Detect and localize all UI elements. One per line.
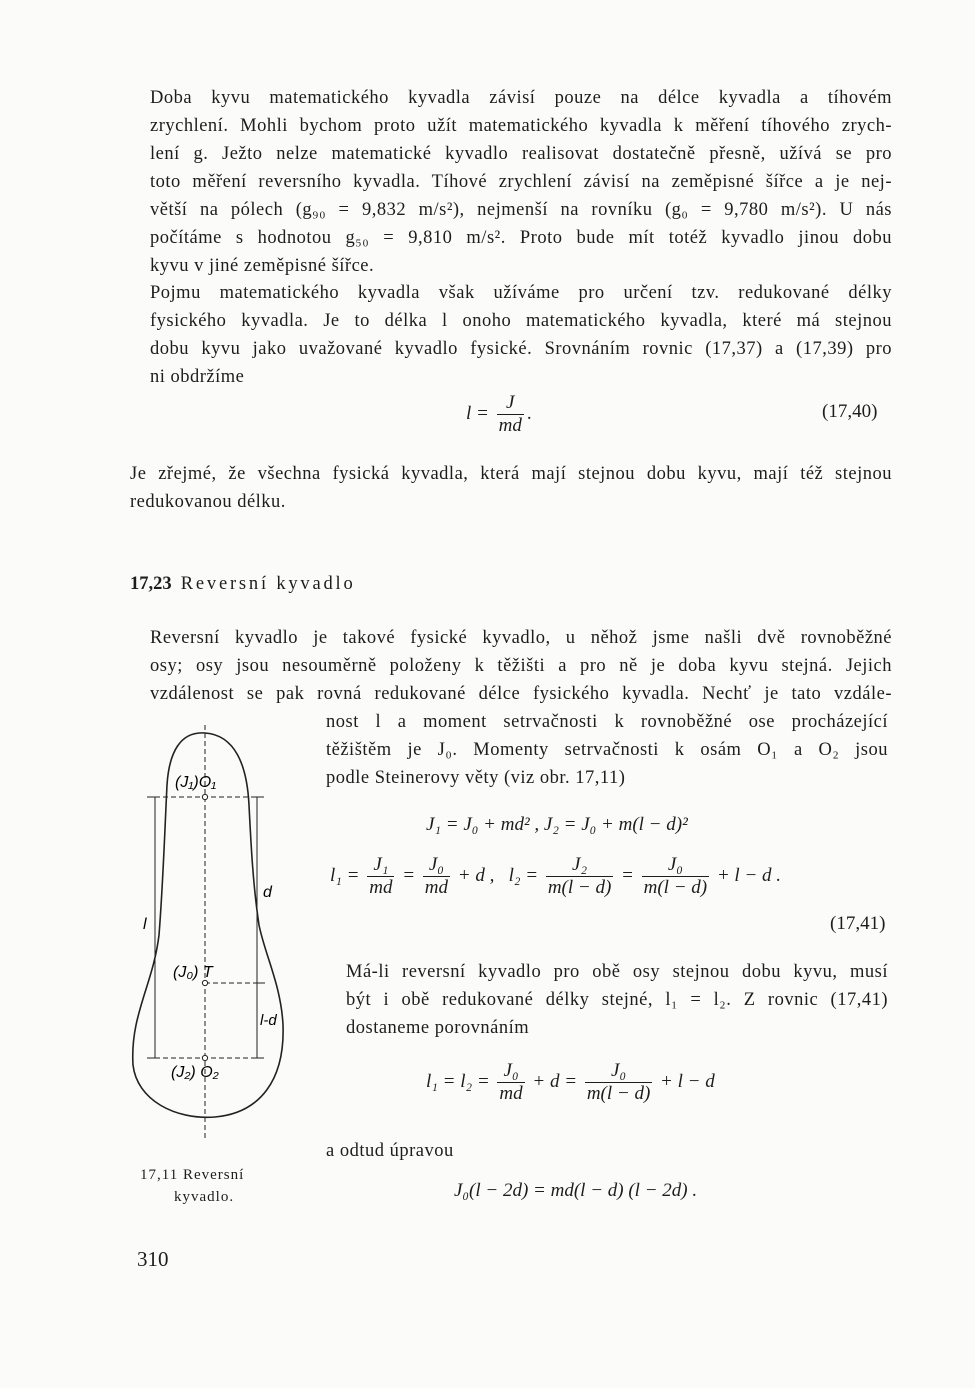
label-j0-t: (J₀) T xyxy=(173,964,213,981)
text-line: lení g. Ježto nelze matematické kyvadlo realisovat dostatečně přesně, užívá se pro xyxy=(150,144,892,164)
text-line: osy; osy jsou nesouměrně položeny k těžišti a pro ně je doba kyvu stejná. Jejich xyxy=(150,656,892,676)
figure-reversible-pendulum xyxy=(125,725,300,1145)
label-l: l xyxy=(143,916,147,933)
text-line: Pojmu matematického kyvadla však užíváme pro určení tzv. redukované délky xyxy=(150,283,892,303)
paragraph-reduced-length xyxy=(130,279,892,391)
text-line: kyvu v jiné zeměpisné šířce. xyxy=(150,256,375,276)
caption-line: 17,11 Reversní xyxy=(140,1167,245,1183)
equation-equality: l₁ = l₂ = $\frac{\text{J₀}}{md}$ + d = $\frac{\text{J₀}}{m(l - d)}$ + l − d xyxy=(426,1060,715,1104)
text-line: dostaneme porovnáním xyxy=(346,1018,530,1038)
point-o1 xyxy=(202,794,207,799)
text-line: dobu kyvu jako uvažované kyvadlo fysické. Srovnáním rovnic (17,37) a (17,39) pro xyxy=(150,339,892,359)
text-line: zrychlení. Mohli bychom proto užít matematického kyvadla k měření tíhového zrych- xyxy=(150,116,892,136)
equation-17-40: l = $\frac{J}{md}$ . xyxy=(466,392,532,436)
text-line: fysického kyvadla. Je to délka l onoho matematického kyvadla, které má stejnou xyxy=(150,311,892,331)
paragraph-rearrange: a odtud úpravou xyxy=(326,1141,454,1161)
text-line: Reversní kyvadlo je takové fysické kyvadlo, u něhož jsme našli dvě rovnoběžné xyxy=(150,628,892,648)
text-line: být i obě redukované délky stejné, l₁ = l₂. Z rovnic (17,41) xyxy=(346,990,888,1010)
figure-caption xyxy=(140,1164,244,1208)
text-line: podle Steinerovy věty (viz obr. 17,11) xyxy=(326,768,626,788)
equation-moments: J₁ = J₀ + md² , J₂ = J₀ + m(l − d)² xyxy=(426,814,688,835)
label-j2-o2: (J₂) O₂ xyxy=(171,1064,219,1081)
text-line: těžištěm je J₀. Momenty setrvačnosti k osám O₁ a O₂ jsou xyxy=(326,740,888,760)
point-t xyxy=(202,980,207,985)
paragraph-equal-lengths xyxy=(326,958,888,1042)
section-number: 17,23 xyxy=(130,574,172,594)
equation-tag: (17,40) xyxy=(822,401,878,422)
text-line: redukovanou délku. xyxy=(130,492,286,512)
equation-final: J₀(l − 2d) = md(l − d) (l − 2d) . xyxy=(454,1180,698,1201)
paragraph-reversible-pendulum xyxy=(130,624,892,708)
text-line: Doba kyvu matematického kyvadla závisí pouze na délce kyvadla a tíhovém xyxy=(150,88,892,108)
page-number: 310 xyxy=(137,1247,169,1271)
text-line: ni obdržíme xyxy=(150,367,245,387)
caption-line: kyvadlo. xyxy=(174,1189,235,1205)
text-line: počítáme s hodnotou g₅₀ = 9,810 m/s². Proto bude mít totéž kyvadlo jinou dobu xyxy=(150,228,892,248)
point-o2 xyxy=(202,1055,207,1060)
equation-tag: (17,41) xyxy=(830,913,886,934)
paragraph-gravity xyxy=(130,84,892,280)
text-line: Má-li reversní kyvadlo pro obě osy stejnou dobu kyvu, musí xyxy=(346,962,888,982)
text-line: větší na pólech (g₉₀ = 9,832 m/s²), nejmenší na rovníku (g₀ = 9,780 m/s²). U nás xyxy=(150,200,892,220)
paragraph-conclusion xyxy=(130,460,892,516)
label-l-minus-d: l-d xyxy=(260,1012,277,1029)
text-line: nost l a moment setrvačnosti k rovnoběžné ose procházející xyxy=(326,712,888,732)
section-heading xyxy=(130,574,356,595)
text-line: vzdálenost se pak rovná redukované délce fysického kyvadla. Nechť je tato vzdále- xyxy=(150,684,892,704)
section-title: Reversní kyvadlo xyxy=(180,574,356,594)
text-line: toto měření reversního kyvadla. Tíhové zrychlení závisí na zeměpisné šířce a je nej- xyxy=(150,172,892,192)
label-j1-o1: (J₁)O₁ xyxy=(175,774,217,791)
paragraph-steiner xyxy=(326,708,888,792)
equation-lengths: l₁ = $\frac{\text{J₁}}{md}$ = $\frac{\text{J₀}}{md}$ + d , l₂ = $\frac{\text{J₂}}{m(l - d)}$ = $\frac{\text{J₀}}{m(l - d)}$ + l − d . xyxy=(330,854,782,898)
label-d: d xyxy=(263,884,272,901)
text-line: Je zřejmé, že všechna fysická kyvadla, která mají stejnou dobu kyvu, mají též stejnou xyxy=(130,464,892,484)
